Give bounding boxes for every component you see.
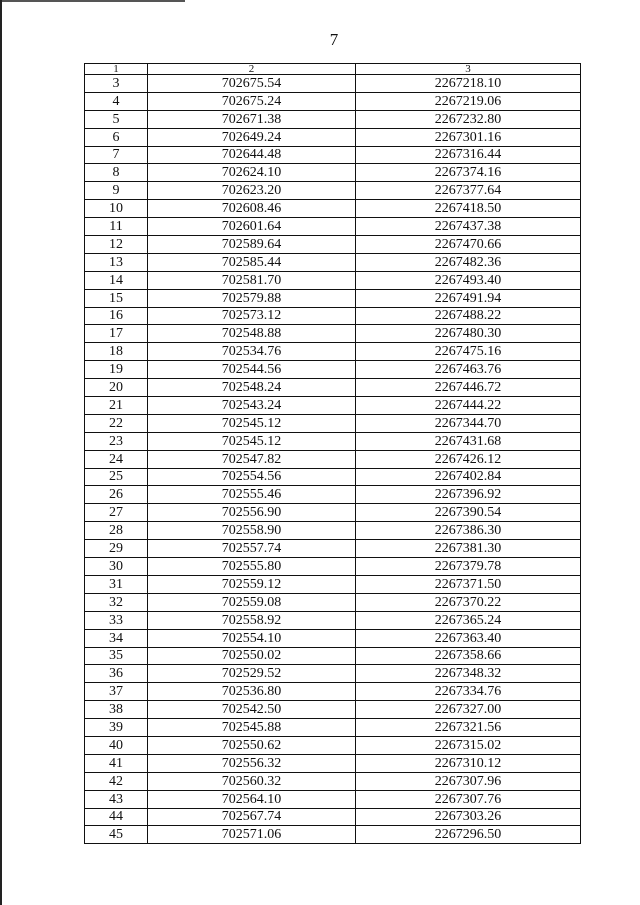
x-coordinate-cell: 702601.64	[148, 218, 356, 236]
x-coordinate-cell: 702536.80	[148, 683, 356, 701]
table-header-row	[85, 64, 581, 75]
x-coordinate-cell: 702585.44	[148, 253, 356, 271]
point-number-cell: 36	[85, 665, 148, 683]
y-coordinate-cell: 2267475.16	[356, 343, 581, 361]
point-number-cell: 27	[85, 504, 148, 522]
table-row	[85, 540, 581, 558]
x-coordinate-cell: 702547.82	[148, 450, 356, 468]
point-number-cell: 40	[85, 736, 148, 754]
y-coordinate-cell: 2267493.40	[356, 271, 581, 289]
y-coordinate-cell: 2267377.64	[356, 182, 581, 200]
x-coordinate-cell: 702548.88	[148, 325, 356, 343]
table-row	[85, 307, 581, 325]
table-row	[85, 736, 581, 754]
y-coordinate-cell: 2267334.76	[356, 683, 581, 701]
y-coordinate-cell: 2267444.22	[356, 397, 581, 415]
x-coordinate-cell: 702558.92	[148, 611, 356, 629]
page-number: 7	[329, 30, 339, 49]
y-coordinate-cell: 2267307.76	[356, 790, 581, 808]
y-coordinate-cell: 2267363.40	[356, 629, 581, 647]
x-coordinate-cell: 702624.10	[148, 164, 356, 182]
y-coordinate-cell: 2267437.38	[356, 218, 581, 236]
y-coordinate-cell: 2267374.16	[356, 164, 581, 182]
header-cell-col1: 1	[85, 64, 148, 75]
table-row	[85, 665, 581, 683]
x-coordinate-cell: 702534.76	[148, 343, 356, 361]
table-row	[85, 289, 581, 307]
y-coordinate-cell: 2267379.78	[356, 558, 581, 576]
point-number-cell: 5	[85, 110, 148, 128]
table-row	[85, 683, 581, 701]
x-coordinate-cell: 702675.24	[148, 92, 356, 110]
x-coordinate-cell: 702529.52	[148, 665, 356, 683]
y-coordinate-cell: 2267218.10	[356, 75, 581, 93]
y-coordinate-cell: 2267470.66	[356, 236, 581, 254]
x-coordinate-cell: 702555.46	[148, 486, 356, 504]
x-coordinate-cell: 702671.38	[148, 110, 356, 128]
y-coordinate-cell: 2267301.16	[356, 128, 581, 146]
y-coordinate-cell: 2267491.94	[356, 289, 581, 307]
y-coordinate-cell: 2267316.44	[356, 146, 581, 164]
y-coordinate-cell: 2267402.84	[356, 468, 581, 486]
x-coordinate-cell: 702644.48	[148, 146, 356, 164]
point-number-cell: 45	[85, 826, 148, 844]
y-coordinate-cell: 2267488.22	[356, 307, 581, 325]
x-coordinate-cell: 702558.90	[148, 522, 356, 540]
table-row	[85, 128, 581, 146]
x-coordinate-cell: 702571.06	[148, 826, 356, 844]
header-cell-col2: 2	[148, 64, 356, 75]
point-number-cell: 42	[85, 772, 148, 790]
x-coordinate-cell: 702550.62	[148, 736, 356, 754]
point-number-cell: 3	[85, 75, 148, 93]
y-coordinate-cell: 2267321.56	[356, 719, 581, 737]
x-coordinate-cell: 702550.02	[148, 647, 356, 665]
table-row	[85, 593, 581, 611]
table-row	[85, 486, 581, 504]
point-number-cell: 44	[85, 808, 148, 826]
table-row	[85, 200, 581, 218]
y-coordinate-cell: 2267418.50	[356, 200, 581, 218]
point-number-cell: 35	[85, 647, 148, 665]
table-row	[85, 826, 581, 844]
x-coordinate-cell: 702544.56	[148, 361, 356, 379]
point-number-cell: 38	[85, 701, 148, 719]
table-row	[85, 558, 581, 576]
table-row	[85, 629, 581, 647]
y-coordinate-cell: 2267480.30	[356, 325, 581, 343]
point-number-cell: 20	[85, 379, 148, 397]
table-row	[85, 808, 581, 826]
point-number-cell: 12	[85, 236, 148, 254]
point-number-cell: 34	[85, 629, 148, 647]
point-number-cell: 29	[85, 540, 148, 558]
table-row	[85, 343, 581, 361]
table-row	[85, 361, 581, 379]
point-number-cell: 10	[85, 200, 148, 218]
point-number-cell: 39	[85, 719, 148, 737]
table-row	[85, 92, 581, 110]
point-number-cell: 30	[85, 558, 148, 576]
point-number-cell: 6	[85, 128, 148, 146]
point-number-cell: 18	[85, 343, 148, 361]
y-coordinate-cell: 2267386.30	[356, 522, 581, 540]
y-coordinate-cell: 2267315.02	[356, 736, 581, 754]
y-coordinate-cell: 2267310.12	[356, 754, 581, 772]
table-row	[85, 647, 581, 665]
x-coordinate-cell: 702559.08	[148, 593, 356, 611]
x-coordinate-cell: 702554.10	[148, 629, 356, 647]
table-row	[85, 271, 581, 289]
x-coordinate-cell: 702675.54	[148, 75, 356, 93]
x-coordinate-cell: 702573.12	[148, 307, 356, 325]
table-row	[85, 432, 581, 450]
y-coordinate-cell: 2267327.00	[356, 701, 581, 719]
table-row	[85, 236, 581, 254]
x-coordinate-cell: 702554.56	[148, 468, 356, 486]
x-coordinate-cell: 702556.32	[148, 754, 356, 772]
point-number-cell: 8	[85, 164, 148, 182]
table-row	[85, 253, 581, 271]
x-coordinate-cell: 702608.46	[148, 200, 356, 218]
point-number-cell: 21	[85, 397, 148, 415]
y-coordinate-cell: 2267482.36	[356, 253, 581, 271]
y-coordinate-cell: 2267446.72	[356, 379, 581, 397]
point-number-cell: 24	[85, 450, 148, 468]
x-coordinate-cell: 702579.88	[148, 289, 356, 307]
table-row	[85, 397, 581, 415]
coordinates-table-body	[85, 64, 581, 844]
table-row	[85, 772, 581, 790]
x-coordinate-cell: 702545.88	[148, 719, 356, 737]
point-number-cell: 23	[85, 432, 148, 450]
y-coordinate-cell: 2267232.80	[356, 110, 581, 128]
header-cell-col3: 3	[356, 64, 581, 75]
table-row	[85, 146, 581, 164]
y-coordinate-cell: 2267370.22	[356, 593, 581, 611]
y-coordinate-cell: 2267390.54	[356, 504, 581, 522]
table-row	[85, 790, 581, 808]
y-coordinate-cell: 2267365.24	[356, 611, 581, 629]
point-number-cell: 25	[85, 468, 148, 486]
point-number-cell: 33	[85, 611, 148, 629]
x-coordinate-cell: 702623.20	[148, 182, 356, 200]
table-row	[85, 522, 581, 540]
x-coordinate-cell: 702548.24	[148, 379, 356, 397]
x-coordinate-cell: 702589.64	[148, 236, 356, 254]
x-coordinate-cell: 702545.12	[148, 414, 356, 432]
x-coordinate-cell: 702545.12	[148, 432, 356, 450]
table-row	[85, 75, 581, 93]
point-number-cell: 43	[85, 790, 148, 808]
point-number-cell: 14	[85, 271, 148, 289]
x-coordinate-cell: 702557.74	[148, 540, 356, 558]
y-coordinate-cell: 2267296.50	[356, 826, 581, 844]
x-coordinate-cell: 702542.50	[148, 701, 356, 719]
y-coordinate-cell: 2267431.68	[356, 432, 581, 450]
point-number-cell: 13	[85, 253, 148, 271]
table-row	[85, 754, 581, 772]
y-coordinate-cell: 2267303.26	[356, 808, 581, 826]
point-number-cell: 16	[85, 307, 148, 325]
point-number-cell: 26	[85, 486, 148, 504]
point-number-cell: 19	[85, 361, 148, 379]
y-coordinate-cell: 2267348.32	[356, 665, 581, 683]
table-row	[85, 182, 581, 200]
y-coordinate-cell: 2267381.30	[356, 540, 581, 558]
table-row	[85, 414, 581, 432]
y-coordinate-cell: 2267426.12	[356, 450, 581, 468]
point-number-cell: 41	[85, 754, 148, 772]
table-row	[85, 575, 581, 593]
x-coordinate-cell: 702560.32	[148, 772, 356, 790]
y-coordinate-cell: 2267371.50	[356, 575, 581, 593]
table-row	[85, 468, 581, 486]
x-coordinate-cell: 702543.24	[148, 397, 356, 415]
table-row	[85, 218, 581, 236]
table-row	[85, 701, 581, 719]
table-row	[85, 719, 581, 737]
x-coordinate-cell: 702556.90	[148, 504, 356, 522]
point-number-cell: 32	[85, 593, 148, 611]
point-number-cell: 7	[85, 146, 148, 164]
x-coordinate-cell: 702559.12	[148, 575, 356, 593]
table-row	[85, 110, 581, 128]
point-number-cell: 11	[85, 218, 148, 236]
point-number-cell: 17	[85, 325, 148, 343]
table-row	[85, 504, 581, 522]
point-number-cell: 9	[85, 182, 148, 200]
y-coordinate-cell: 2267344.70	[356, 414, 581, 432]
x-coordinate-cell: 702555.80	[148, 558, 356, 576]
point-number-cell: 31	[85, 575, 148, 593]
y-coordinate-cell: 2267463.76	[356, 361, 581, 379]
point-number-cell: 22	[85, 414, 148, 432]
y-coordinate-cell: 2267307.96	[356, 772, 581, 790]
y-coordinate-cell: 2267396.92	[356, 486, 581, 504]
table-row	[85, 450, 581, 468]
scan-edge-top	[0, 0, 185, 2]
point-number-cell: 15	[85, 289, 148, 307]
x-coordinate-cell: 702564.10	[148, 790, 356, 808]
x-coordinate-cell: 702567.74	[148, 808, 356, 826]
point-number-cell: 4	[85, 92, 148, 110]
scan-edge-left	[0, 0, 2, 905]
x-coordinate-cell: 702581.70	[148, 271, 356, 289]
y-coordinate-cell: 2267358.66	[356, 647, 581, 665]
coordinates-table	[84, 63, 581, 844]
table-row	[85, 164, 581, 182]
point-number-cell: 37	[85, 683, 148, 701]
y-coordinate-cell: 2267219.06	[356, 92, 581, 110]
table-row	[85, 325, 581, 343]
table-row	[85, 611, 581, 629]
x-coordinate-cell: 702649.24	[148, 128, 356, 146]
point-number-cell: 28	[85, 522, 148, 540]
table-row	[85, 379, 581, 397]
